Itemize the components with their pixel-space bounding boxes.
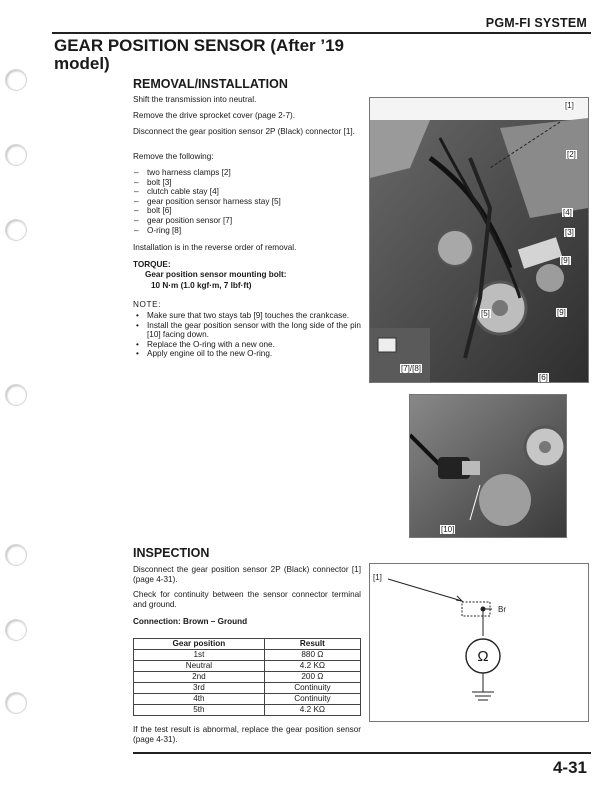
gear-position-table — [133, 638, 361, 716]
table-cell: 1st — [134, 650, 265, 661]
callout-label: [9] — [561, 256, 570, 265]
removal-step-remove: Remove the following: — [133, 152, 214, 161]
notes-list — [133, 311, 361, 359]
table-cell: Continuity — [264, 694, 360, 705]
binder-hole — [6, 220, 26, 240]
section-header: PGM-FI SYSTEM — [485, 16, 587, 30]
inspection-heading: INSPECTION — [133, 546, 210, 560]
table-cell: 880 Ω — [264, 650, 360, 661]
table-cell: Neutral — [134, 661, 265, 672]
torque-value: 10 N·m (1.0 kgf·m, 7 lbf·ft) — [151, 281, 252, 290]
column-header-gear: Gear position — [134, 639, 265, 650]
column-header-result: Result — [264, 639, 360, 650]
inspection-step-continuity: Check for continuity between the sensor connector terminal and ground. — [133, 590, 361, 610]
callout-label: [10] — [441, 525, 455, 534]
ohmmeter-icon: Ω — [477, 648, 489, 665]
list-item: – clutch cable stay [4] — [133, 187, 361, 197]
engine-illustration — [370, 98, 588, 382]
table-row — [134, 705, 361, 716]
binder-hole — [6, 545, 26, 565]
wire-color-label: Br — [498, 605, 506, 614]
list-item: • Install the gear position sensor with the long side of the pin [10] facing down. — [133, 321, 361, 340]
list-item: • Make sure that two stays tab [9] touches the crankcase. — [133, 311, 361, 321]
header-rule — [52, 32, 591, 34]
callout-label: [4] — [563, 208, 572, 217]
binder-hole — [6, 145, 26, 165]
removal-heading: REMOVAL/INSTALLATION — [133, 77, 288, 91]
installation-note: Installation is in the reverse order of removal. — [133, 243, 297, 252]
list-item: • Apply engine oil to the new O-ring. — [133, 349, 361, 359]
list-item: – two harness clamps [2] — [133, 168, 361, 178]
binder-hole — [6, 70, 26, 90]
sensor-location-photo — [369, 97, 589, 383]
list-item: – bolt [6] — [133, 206, 361, 216]
table-row — [134, 661, 361, 672]
table-cell: Continuity — [264, 683, 360, 694]
page-title: GEAR POSITION SENSOR (After ’19 model) — [54, 36, 344, 73]
table-cell: 4.2 KΩ — [264, 705, 360, 716]
table-cell: 200 Ω — [264, 672, 360, 683]
list-item: – bolt [3] — [133, 178, 361, 188]
callout-label: [9] — [557, 308, 566, 317]
binder-hole — [6, 693, 26, 713]
table-row — [134, 694, 361, 705]
list-item: – gear position sensor harness stay [5] — [133, 197, 361, 207]
callout-label: [2] — [567, 150, 576, 159]
table-cell: 4.2 KΩ — [264, 661, 360, 672]
table-cell: 4th — [134, 694, 265, 705]
table-row — [134, 683, 361, 694]
callout-label: [5] — [481, 309, 490, 318]
table-row — [134, 672, 361, 683]
list-item: – O-ring [8] — [133, 226, 361, 236]
continuity-diagram — [369, 563, 589, 722]
table-cell: 2nd — [134, 672, 265, 683]
list-item: – gear position sensor [7] — [133, 216, 361, 226]
meter-wiring-illustration — [370, 564, 588, 721]
removal-step-sprocket: Remove the drive sprocket cover (page 2-7). — [133, 111, 296, 120]
removal-step-disconnect: Disconnect the gear position sensor 2P (Black) connector [1]. — [133, 127, 355, 136]
table-header-row — [134, 639, 361, 650]
page-number: 4-31 — [552, 758, 587, 777]
torque-item: Gear position sensor mounting bolt: — [145, 270, 287, 279]
pin-orientation-photo — [409, 394, 567, 538]
abnormal-result-note: If the test result is abnormal, replace the gear position sensor (page 4-31). — [133, 725, 361, 745]
removal-parts-list — [133, 168, 361, 235]
connector-callout: [1] — [373, 573, 382, 582]
note-label: NOTE: — [133, 300, 162, 309]
list-item: • Replace the O-ring with a new one. — [133, 340, 361, 350]
callout-label: [7]/[8] — [401, 364, 422, 373]
callout-label: [6] — [539, 373, 548, 382]
table-cell: 3rd — [134, 683, 265, 694]
sensor-pin-illustration — [410, 395, 566, 537]
callout-label: [3] — [565, 228, 574, 237]
torque-label: TORQUE: — [133, 260, 171, 269]
removal-step-neutral: Shift the transmission into neutral. — [133, 95, 257, 104]
footer-rule — [133, 752, 591, 754]
connection-spec: Connection: Brown – Ground — [133, 617, 248, 626]
binder-hole — [6, 385, 26, 405]
binder-hole — [6, 620, 26, 640]
callout-label: [1] — [565, 101, 574, 110]
table-cell: 5th — [134, 705, 265, 716]
inspection-step-disconnect: Disconnect the gear position sensor 2P (Black) connector [1] (page 4-31). — [133, 565, 361, 585]
table-row — [134, 650, 361, 661]
